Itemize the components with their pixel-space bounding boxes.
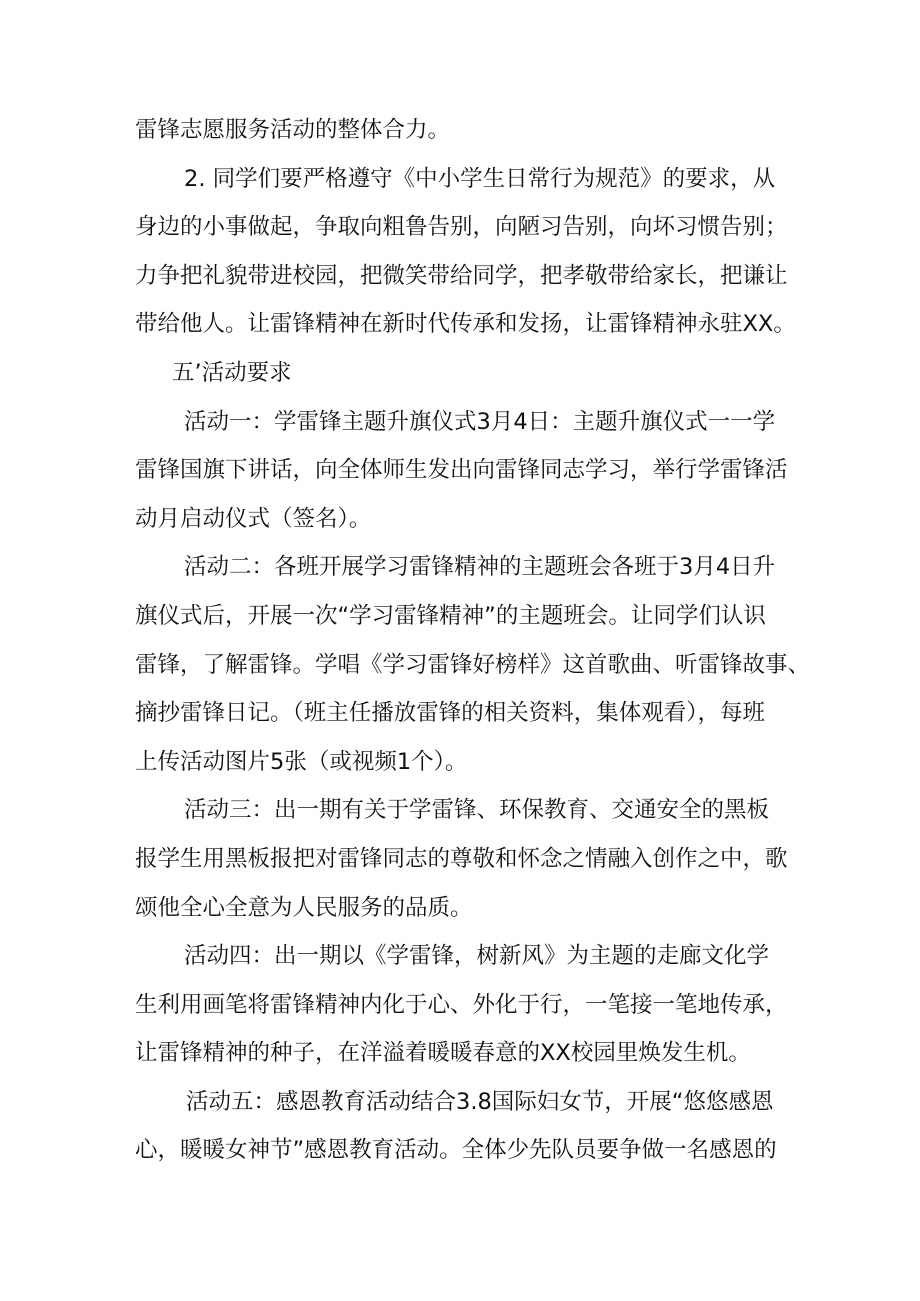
paragraph-activity-2 <box>135 543 811 786</box>
document-body <box>135 106 811 1175</box>
text-line: 活动四：出一期以《学雷锋，树新风》为主题的走廊文化学 <box>184 943 770 970</box>
text-line: 旗仪式后，开展一次“学习雷锋精神”的主题班会。让同学们认识 <box>135 602 766 629</box>
text-line: 活动三：出一期有关于学雷锋、环保教育、交通安全的黑板 <box>184 797 770 824</box>
paragraph-continuation <box>135 106 800 155</box>
text-line: 雷锋，了解雷锋。学唱《学习雷锋好榜样》这首歌曲、听雷锋故事、 <box>135 651 811 678</box>
text-line: 雷锋国旗下讲话，向全体师生发出向雷锋同志学习，举行学雷锋活 <box>135 457 788 484</box>
text-line: 雷锋志愿服务活动的整体合力。 <box>135 117 451 143</box>
text-line: 摘抄雷锋日记。（班主任播放雷锋的相关资料，集体观看），每班 <box>135 700 766 727</box>
paragraph-activity-1 <box>135 398 800 544</box>
paragraph-activity-3 <box>135 786 800 932</box>
paragraph-activity-5 <box>135 1078 800 1175</box>
text-line: 心，暖暖女神节”感恩教育活动。全体少先队员要争做一名感恩的 <box>135 1137 777 1164</box>
text-line: 身边的小事做起，争取向粗鲁告别，向陋习告别，向坏习惯告别； <box>135 214 788 241</box>
text-line: 2. 同学们要严格遵守《中小学生日常行为规范》的要求，从 <box>184 165 776 192</box>
text-line: 带给他人。让雷锋精神在新时代传承和发扬，让雷锋精神永驻XX。 <box>135 311 796 338</box>
section-heading <box>135 349 800 398</box>
text-line: 上传活动图片5张（或视频1个）。 <box>135 748 468 775</box>
paragraph-activity-4 <box>135 932 800 1078</box>
text-line: 动月启动仪式（签名）。 <box>135 505 372 532</box>
text-line: 颂他全心全意为人民服务的品质。 <box>135 894 473 921</box>
text-line: 生利用画笔将雷锋精神内化于心、外化于行，一笔接一笔地传承， <box>135 991 788 1018</box>
text-line: 活动二：各班开展学习雷锋精神的主题班会各班于3月4日升 <box>184 554 776 581</box>
text-line: 报学生用黑板报把对雷锋同志的尊敬和怀念之情融入创作之中，歌 <box>135 845 788 872</box>
text-line: 让雷锋精神的种子，在洋溢着暖暖春意的XX校园里焕发生机。 <box>135 1040 751 1067</box>
text-line: 力争把礼貌带进校园，把微笑带给同学，把孝敬带给家长，把谦让 <box>135 262 788 289</box>
text-line: 活动五：感恩教育活动结合3.8国际妇女节，开展“悠悠感恩 <box>186 1088 774 1115</box>
text-line: 活动一：学雷锋主题升旗仪式3月4日：主题升旗仪式一一学 <box>184 408 776 435</box>
paragraph-item-2 <box>135 155 800 349</box>
section-title: 五’活动要求 <box>172 359 292 386</box>
